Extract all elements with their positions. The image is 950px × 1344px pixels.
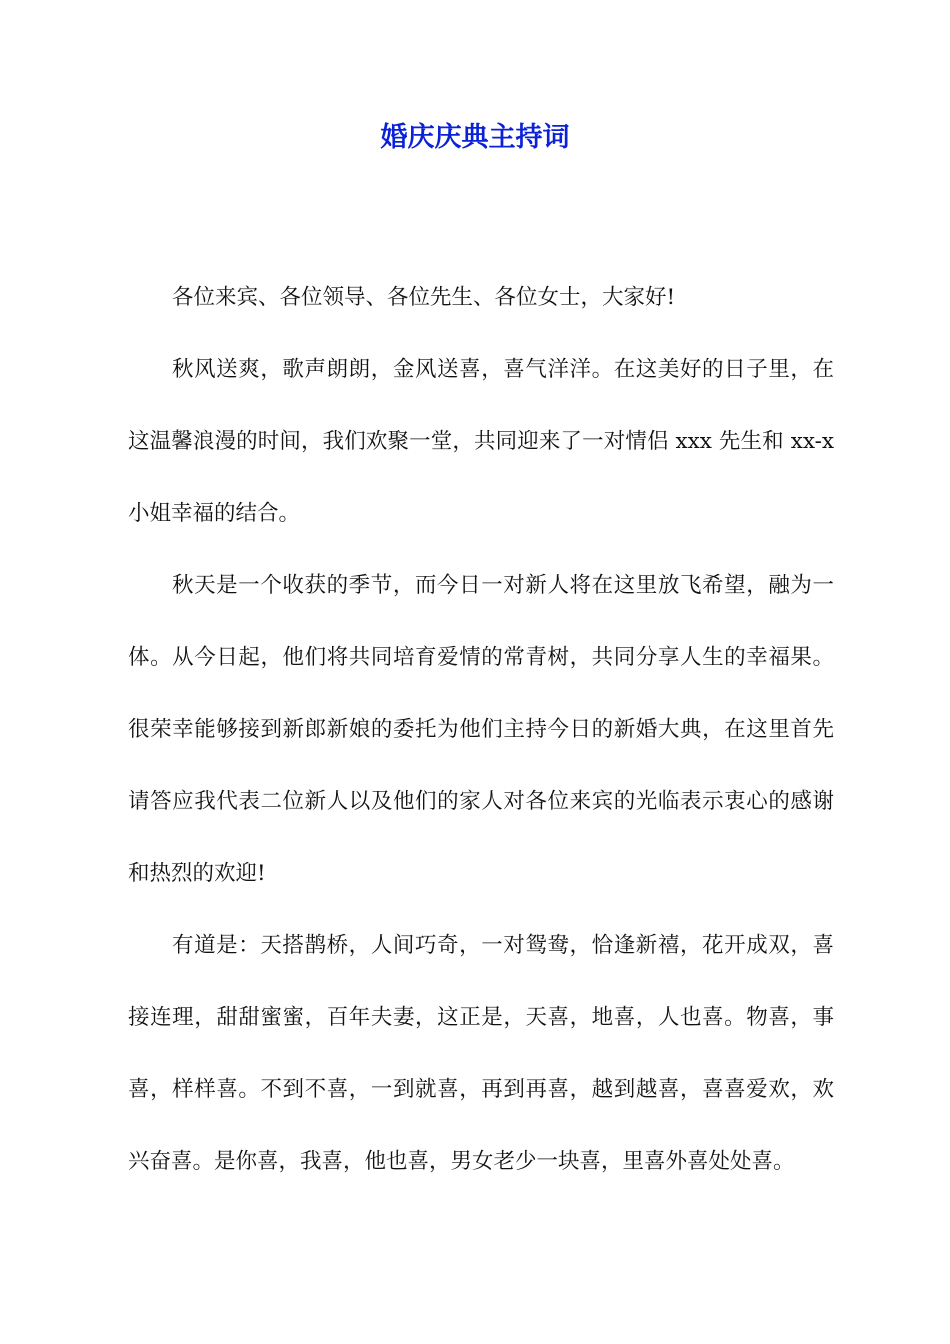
paragraph-blessing: 有道是：天搭鹊桥，人间巧奇，一对鸳鸯，恰逢新禧，花开成双，喜接连理，甜甜蜜蜜，百年夫妻，这正是，天喜，地喜，人也喜。物喜，事喜，样样喜。不到不喜，一到就喜，再到再喜，越到越喜，喜喜爱欢，欢兴奋喜。是你喜，我喜，他也喜，男女老少一块喜，里喜外喜处处喜。 bbox=[128, 933, 834, 1174]
paragraph-greeting: 各位来宾、各位领导、各位先生、各位女士，大家好! bbox=[172, 285, 676, 310]
paragraph-autumn: 秋天是一个收获的季节，而今日一对新人将在这里放飞希望，融为一体。从今日起，他们将共同培育爱情的常青树，共同分享人生的幸福果。很荣幸能够接到新郎新娘的委托为他们主持今日的新婚大典，在这里首先请答应我代表二位新人以及他们的家人对各位来宾的光临表示衷心的感谢和热烈的欢迎! bbox=[128, 573, 834, 886]
page-title: 婚庆庆典主持词 bbox=[380, 122, 570, 153]
paragraph-opening: 秋风送爽，歌声朗朗，金风送喜，喜气洋洋。在这美好的日子里，在这温馨浪漫的时间，我们欢聚一堂，共同迎来了一对情侣 xxx 先生和 xx-x 小姐幸福的结合。 bbox=[128, 357, 834, 526]
document-body bbox=[128, 262, 834, 1198]
